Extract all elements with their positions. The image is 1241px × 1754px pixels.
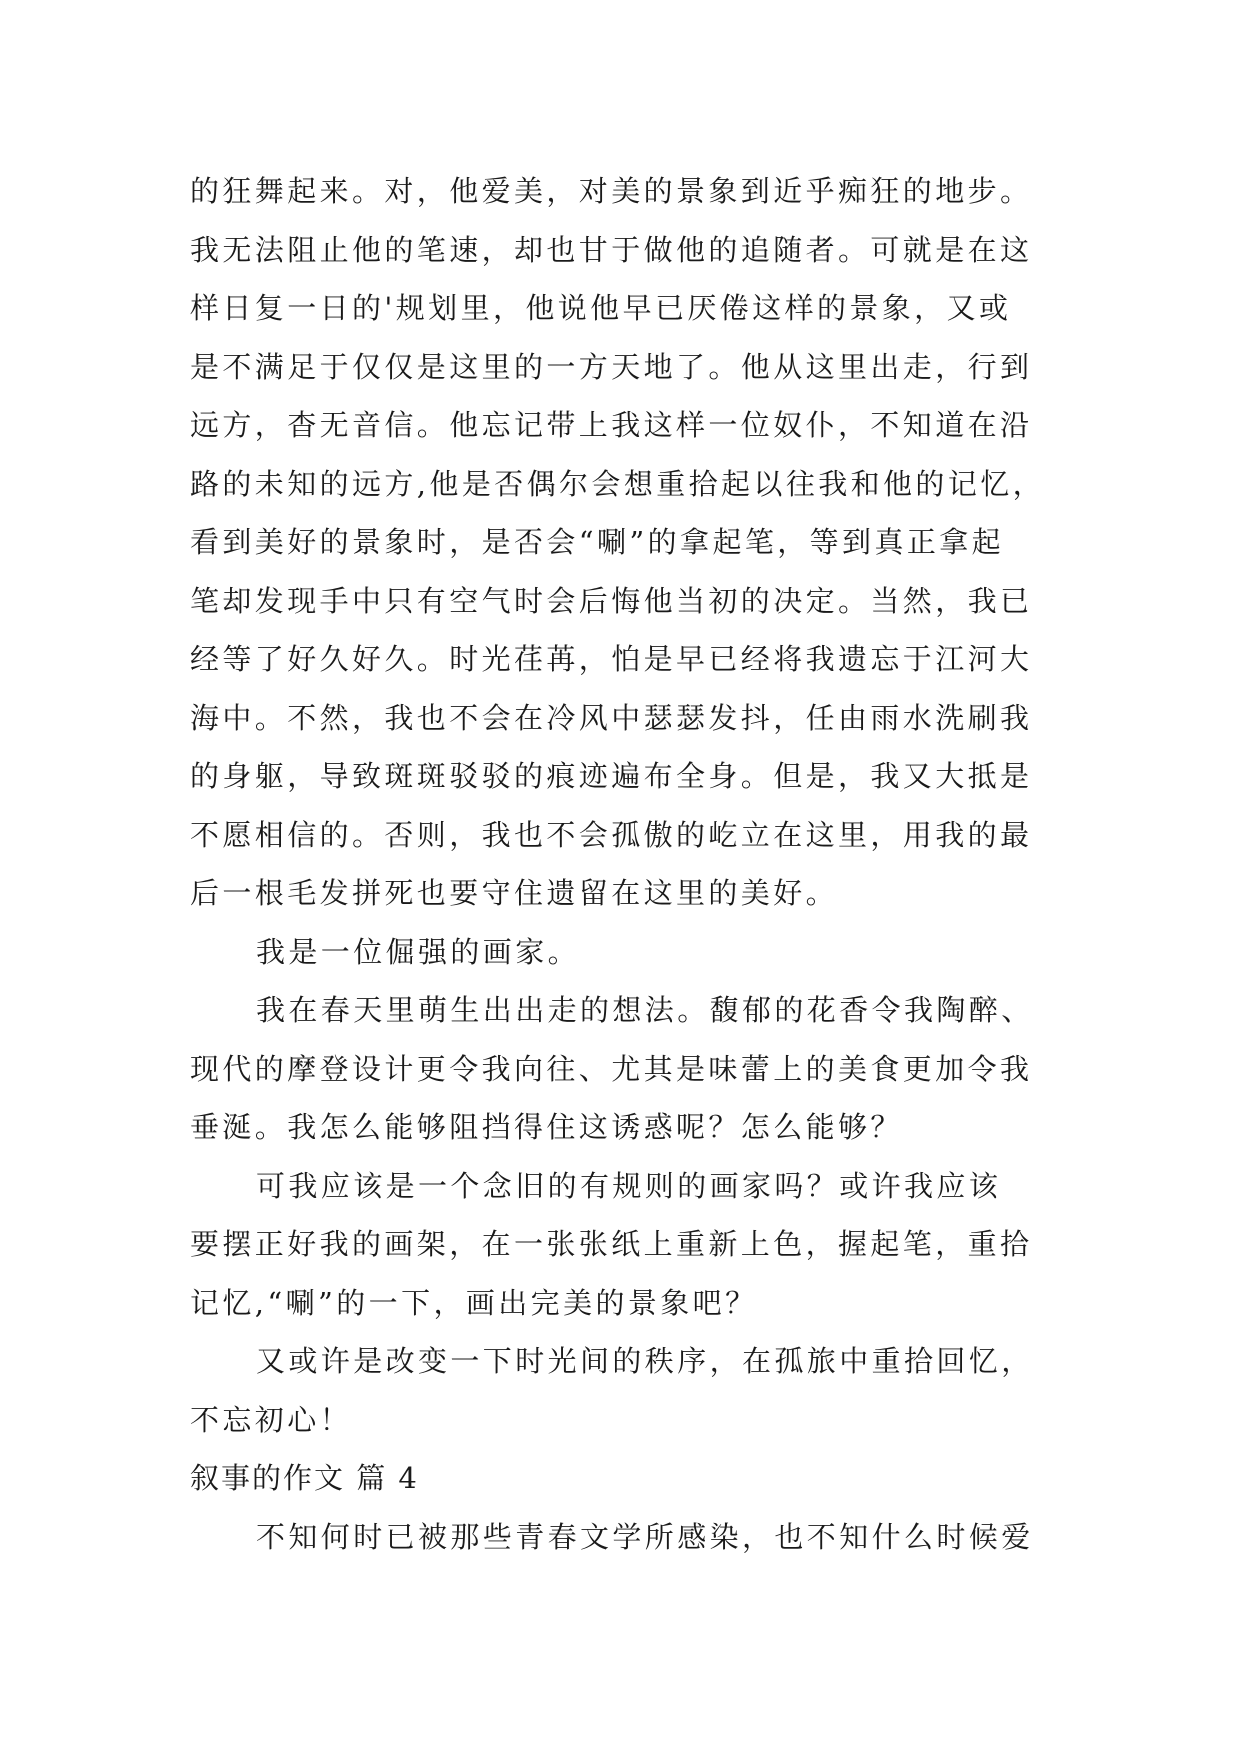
text-line: 我在春天里萌生出出走的想法。馥郁的花香令我陶醉、 [256, 993, 1034, 1027]
text-line: 可我应该是一个念旧的有规则的画家吗？或许我应该 [256, 1168, 1002, 1203]
text-line: 海中。不然，我也不会在冷风中瑟瑟发抖，任由雨水洗刷我 [190, 700, 1033, 735]
text-line: 笔却发现手中只有空气时会后悔他当初的决定。当然，我已 [190, 583, 1033, 618]
section-heading [190, 1449, 1056, 1508]
text-line: 我是一位倔强的画家。 [256, 934, 581, 969]
text-line: 路的未知的远方,他是否偶尔会想重拾起以往我和他的记忆， [190, 466, 1046, 501]
text-line: 不愿相信的。否则，我也不会孤傲的屹立在这里，用我的最 [190, 817, 1033, 852]
text-line: 我无法阻止他的笔速，却也甘于做他的追随者。可就是在这 [190, 232, 1033, 267]
paragraph-5 [190, 1332, 1056, 1449]
text-line: 记忆,“唰”的一下，画出完美的景象吧？ [190, 1285, 758, 1320]
text-line: 后一根毛发拼死也要守住遗留在这里的美好。 [190, 876, 839, 910]
text-line: 要摆正好我的画架，在一张张纸上重新上色，握起笔，重拾 [190, 1227, 1033, 1261]
text-line: 看到美好的景象时，是否会“唰”的拿起笔，等到真正拿起 [190, 525, 1005, 559]
text-line: 的身躯，导致斑斑驳驳的痕迹遍布全身。但是，我又大抵是 [190, 759, 1033, 793]
text-line: 又或许是改变一下时光间的秩序，在孤旅中重拾回忆， [256, 1344, 1034, 1378]
text-line: 样日复一日的'规划里，他说他早已厌倦这样的景象，又或 [190, 291, 1012, 325]
paragraph-2 [190, 923, 1056, 982]
paragraph-6 [190, 1508, 1056, 1567]
document-body [190, 162, 1056, 1566]
paragraph-4 [190, 1157, 1056, 1333]
text-line: 的狂舞起来。对，他爱美，对美的景象到近乎痴狂的地步。 [190, 174, 1033, 208]
text-line: 现代的摩登设计更令我向往、尤其是味蕾上的美食更加令我 [190, 1051, 1033, 1086]
text-line: 经等了好久好久。时光荏苒，怕是早已经将我遗忘于江河大 [190, 642, 1033, 676]
paragraph-1 [190, 162, 1056, 923]
text-line: 不忘初心！ [190, 1402, 353, 1437]
text-line: 垂涎。我怎么能够阻挡得住这诱惑呢？怎么能够？ [190, 1110, 903, 1144]
heading-text: 叙事的作文 篇 4 [190, 1461, 419, 1495]
text-line: 是不满足于仅仅是这里的一方天地了。他从这里出走，行到 [190, 349, 1033, 384]
paragraph-3 [190, 981, 1056, 1157]
text-line: 远方，杳无音信。他忘记带上我这样一位奴仆，不知道在沿 [190, 408, 1033, 442]
text-line: 不知何时已被那些青春文学所感染，也不知什么时候爱 [256, 1519, 1034, 1554]
